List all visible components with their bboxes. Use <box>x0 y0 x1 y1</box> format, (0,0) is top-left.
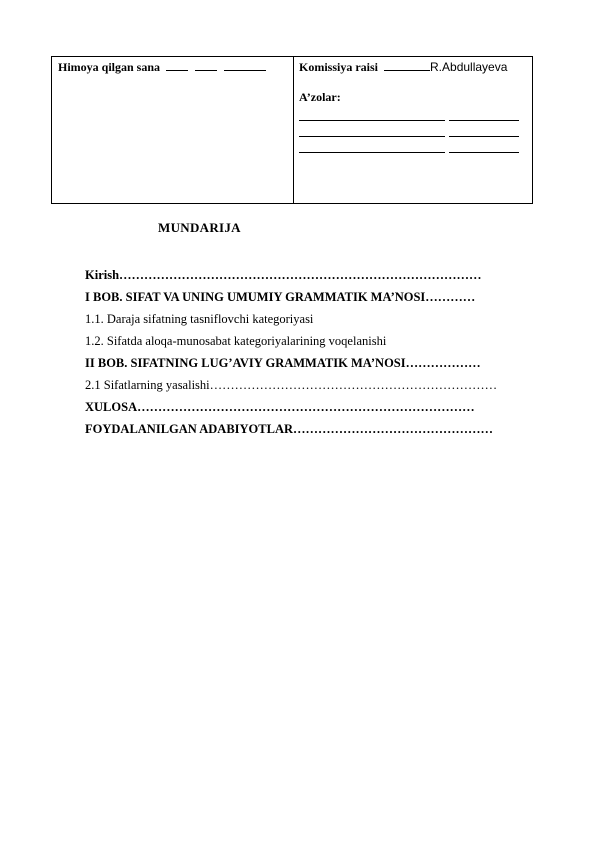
defense-date-label: Himoya qilgan sana <box>58 60 161 74</box>
chair-label: Komissiya raisi <box>299 60 379 74</box>
member-line <box>299 141 532 153</box>
toc-title: MUNDARIJA <box>158 220 241 235</box>
member-line <box>299 109 532 121</box>
chair-name: R.Abdullayeva <box>430 60 508 74</box>
commission-cell <box>294 57 532 203</box>
chair-signature-blank <box>384 60 430 71</box>
toc-item: II BOB. SIFATNING LUG’AVIY GRAMMATIK MA’NOSI……………… <box>85 356 481 370</box>
members-label: A’zolar: <box>299 90 341 104</box>
toc-item: 1.1. Daraja sifatning tasniflovchi kategoriyasi <box>85 312 314 326</box>
chair-line <box>299 60 532 75</box>
table-of-contents <box>85 267 530 443</box>
member-line <box>299 125 532 137</box>
date-blank-year <box>224 60 266 71</box>
date-blank-month <box>195 60 217 71</box>
toc-item: FOYDALANILGAN ADABIYOTLAR………………………………………… <box>85 422 494 436</box>
toc-item: Kirish…………………………………………………………………………… <box>85 268 482 282</box>
signature-table <box>51 56 533 204</box>
date-blank-day <box>166 60 188 71</box>
toc-item: I BOB. SIFAT VA UNING UMUMIY GRAMMATIK MA’NOSI………… <box>85 290 476 304</box>
toc-item: XULOSA……………………………………………………………………… <box>85 400 475 414</box>
defense-date-cell <box>52 57 294 203</box>
toc-item: 2.1 Sifatlarning yasalishi…………………………………………………………… <box>85 378 498 392</box>
toc-item: 1.2. Sifatda aloqa-munosabat kategoriyalarining voqelanishi <box>85 334 387 348</box>
